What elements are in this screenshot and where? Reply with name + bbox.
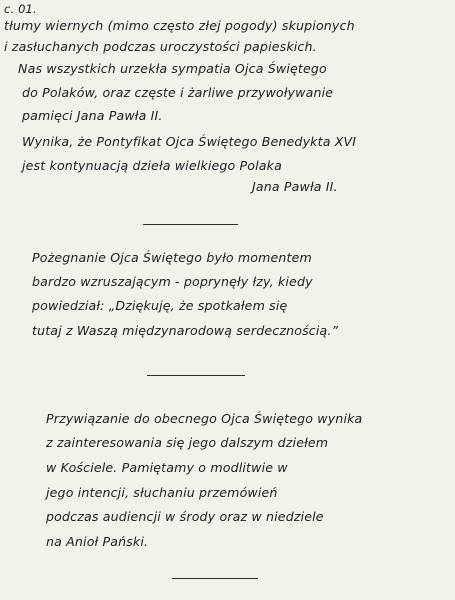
- section1-line-2: i zasłuchanych podczas uroczystości papieskich.: [4, 39, 317, 54]
- section3-line-1: Przywiązanie do obecnego Ojca Świętego wynika: [46, 411, 363, 426]
- section1-line-1: tłumy wiernych (mimo często złej pogody) skupionych: [4, 18, 355, 33]
- section1-line-6: Wynika, że Pontyfikat Ojca Świętego Benedykta XVI: [22, 134, 357, 149]
- section3-line-6: na Anioł Pański.: [46, 534, 149, 549]
- header-mark: c. 01.: [4, 2, 37, 16]
- section1-line-3: Nas wszystkich urzekła sympatia Ojca Świętego: [18, 61, 327, 76]
- section1-line-7: jest kontynuacją dzieła wielkiego Polaka: [22, 158, 282, 173]
- section3-line-4: jego intencji, słuchaniu przemówień: [46, 485, 278, 500]
- section3-line-2: z zainteresowania się jego dalszym dziełem: [46, 435, 329, 450]
- section1-line-5: pamięci Jana Pawła II.: [22, 108, 163, 123]
- section2-line-3: powiedział: „Dziękuję, że spotkałem się: [32, 298, 288, 313]
- section3-line-5: podczas audiencji w środy oraz w niedziele: [46, 509, 324, 524]
- section1-line-8: Jana Pawła II.: [252, 179, 338, 194]
- section-divider-3: [172, 578, 258, 579]
- section3-line-3: w Kościele. Pamiętamy o modlitwie w: [46, 460, 288, 475]
- section1-line-4: do Polaków, oraz częste i żarliwe przywoływanie: [22, 85, 334, 100]
- section2-line-4: tutaj z Waszą międzynarodową serdecznością.”: [32, 323, 339, 338]
- section2-line-2: bardzo wzruszającym - poprynęły łzy, kiedy: [32, 274, 313, 289]
- section2-line-1: Pożegnanie Ojca Świętego było momentem: [32, 250, 312, 265]
- section-divider-2: [147, 375, 245, 376]
- section-divider-1: [143, 224, 238, 225]
